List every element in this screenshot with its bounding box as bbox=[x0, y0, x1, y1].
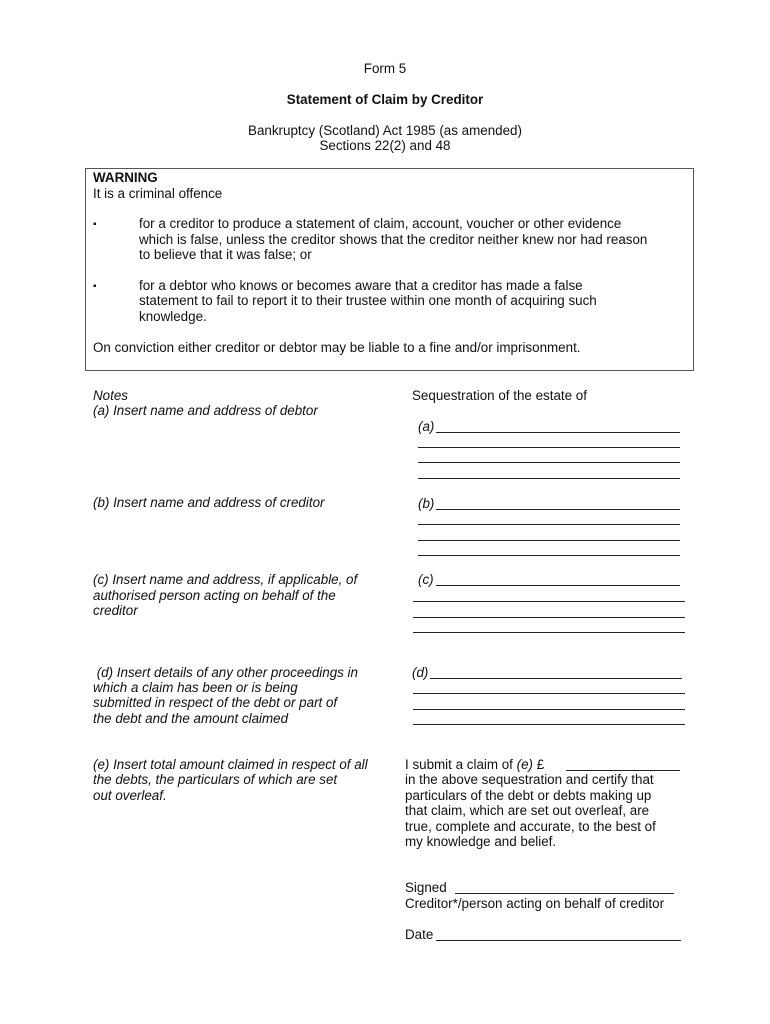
authorised-person-address-line-3[interactable] bbox=[413, 632, 685, 633]
creditor-address-line-2[interactable] bbox=[418, 540, 680, 541]
warning-bullet-1-line-3: to believe that it was false; or bbox=[139, 247, 312, 262]
note-a: (a) Insert name and address of debtor bbox=[93, 403, 318, 418]
debtor-name-field[interactable] bbox=[436, 432, 680, 433]
date-label: Date bbox=[405, 927, 434, 942]
warning-bullet-2-line-3: knowledge. bbox=[139, 309, 207, 324]
signatory-caption: Creditor*/person acting on behalf of creditor bbox=[405, 896, 665, 911]
creditor-name-field[interactable] bbox=[436, 509, 680, 510]
authorised-person-name-field[interactable] bbox=[436, 585, 680, 586]
warning-intro: It is a criminal offence bbox=[93, 186, 223, 201]
debtor-address-line-2[interactable] bbox=[418, 462, 680, 463]
claim-amount-field[interactable] bbox=[566, 770, 680, 771]
warning-bullet-1-line-1: for a creditor to produce a statement of claim, account, voucher or other evidence bbox=[139, 216, 622, 231]
signature-field[interactable] bbox=[455, 893, 674, 894]
date-field[interactable] bbox=[436, 940, 681, 941]
warning-bullet-2-line-1: for a debtor who knows or becomes aware that a creditor has made a false bbox=[139, 278, 583, 293]
note-e-line-2: the debts, the particulars of which are set bbox=[93, 772, 338, 787]
proceedings-details-field[interactable] bbox=[430, 678, 682, 679]
claim-statement-line-1 bbox=[405, 757, 544, 773]
note-e-line-1: (e) Insert total amount claimed in respect of all bbox=[93, 757, 368, 772]
claim-note-ref: (e) bbox=[516, 757, 533, 772]
signed-label: Signed bbox=[405, 880, 451, 895]
bullet-icon: ▪ bbox=[93, 281, 97, 292]
conviction-text: On conviction either creditor or debtor may be liable to a fine and/or imprisonment. bbox=[93, 340, 581, 355]
act-reference: Bankruptcy (Scotland) Act 1985 (as amended) bbox=[248, 123, 522, 138]
note-d-line-4: the debt and the amount claimed bbox=[93, 711, 289, 726]
warning-bullet-1-line-2: which is false, unless the creditor shows that the creditor neither knew nor had reason bbox=[139, 232, 648, 247]
claim-statement-line-4: that claim, which are set out overleaf, are bbox=[405, 803, 650, 818]
field-c-label: (c) bbox=[418, 572, 434, 587]
note-c-line-1: (c) Insert name and address, if applicable, of bbox=[93, 572, 358, 587]
bullet-icon: ▪ bbox=[93, 219, 97, 230]
note-d-line-3: submitted in respect of the debt or part of bbox=[93, 695, 338, 710]
notes-heading: Notes bbox=[93, 388, 128, 403]
claim-prefix: I submit a claim of bbox=[405, 757, 517, 772]
authorised-person-address-line-2[interactable] bbox=[413, 617, 685, 618]
note-c-line-3: creditor bbox=[93, 603, 138, 618]
creditor-address-line-3[interactable] bbox=[418, 555, 680, 556]
form-number: Form 5 bbox=[363, 61, 407, 76]
page-title: Statement of Claim by Creditor bbox=[286, 92, 484, 107]
debtor-address-line-3[interactable] bbox=[418, 478, 680, 479]
sections-reference: Sections 22(2) and 48 bbox=[319, 138, 451, 153]
claim-statement-line-3: particulars of the debt or debts making up bbox=[405, 788, 652, 803]
warning-bullet-2-line-2: statement to fail to report it to their trustee within one month of acquiring such bbox=[139, 293, 597, 308]
field-a-label: (a) bbox=[418, 419, 435, 434]
claim-currency: £ bbox=[533, 757, 545, 772]
note-e-line-3: out overleaf. bbox=[93, 788, 167, 803]
proceedings-details-line-1[interactable] bbox=[413, 693, 685, 694]
note-d-line-2: which a claim has been or is being bbox=[93, 680, 298, 695]
debtor-address-line-1[interactable] bbox=[418, 447, 680, 448]
claim-statement-line-5: true, complete and accurate, to the best of bbox=[405, 819, 656, 834]
field-b-label: (b) bbox=[418, 496, 435, 511]
claim-statement-line-6: my knowledge and belief. bbox=[405, 834, 557, 849]
authorised-person-address-line-1[interactable] bbox=[413, 601, 685, 602]
warning-heading: WARNING bbox=[93, 170, 158, 185]
field-d-label: (d) bbox=[412, 665, 429, 680]
proceedings-details-line-2[interactable] bbox=[413, 709, 685, 710]
note-d-line-1: (d) Insert details of any other proceedings in bbox=[93, 665, 358, 680]
proceedings-details-line-3[interactable] bbox=[413, 724, 685, 725]
note-c-line-2: authorised person acting on behalf of the bbox=[93, 588, 336, 603]
note-b: (b) Insert name and address of creditor bbox=[93, 495, 325, 510]
sequestration-heading: Sequestration of the estate of bbox=[412, 388, 587, 403]
creditor-address-line-1[interactable] bbox=[418, 524, 680, 525]
claim-statement-line-2: in the above sequestration and certify that bbox=[405, 772, 654, 787]
